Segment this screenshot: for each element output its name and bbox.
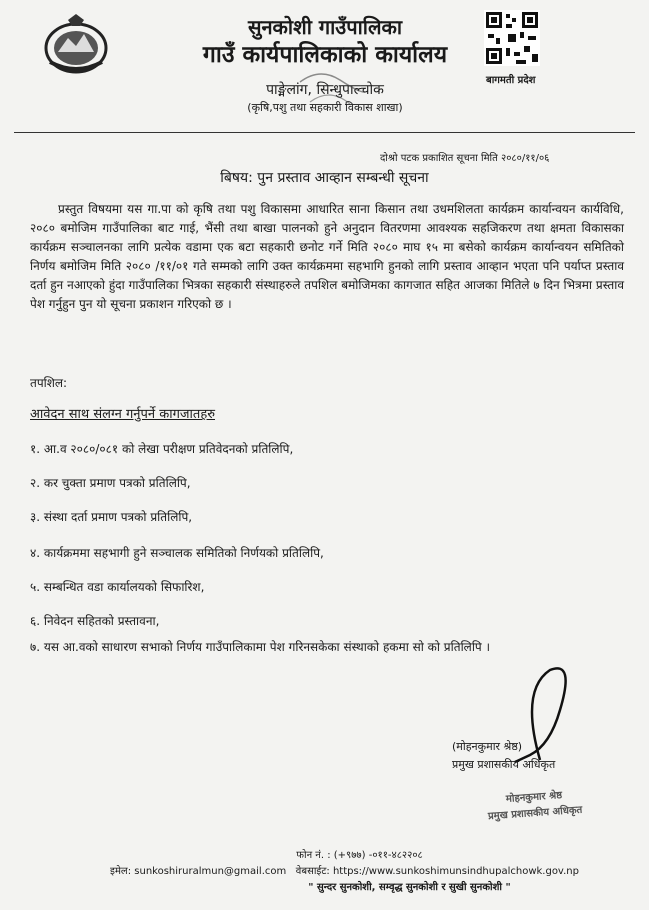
qr-code-icon[interactable] [484,10,540,66]
province-label: बागमती प्रदेश [486,75,536,86]
list-item: ३. संस्था दर्ता प्रमाण पत्रको प्रतिलिपि, [30,510,193,524]
details-label: तपशिल: [30,376,68,390]
stamp-title: प्रमुख प्रशासकीय अधिकृत [487,804,583,823]
motto: " सुन्दर सुनकोशी, सम्वृद्ध सुनकोशी र सुखी सुनकोशी " [308,882,511,893]
nepal-emblem-icon [38,12,114,74]
list-item: ६. निवेदन सहितको प्रस्तावना, [30,614,160,628]
notice-body: प्रस्तुत विषयमा यस गा.पा को कृषि तथा पशु विकासमा आधारित साना किसान तथा उधमशिलता कार्यक्रम कार्यान्वयन कार्यविधि, २०८० बमोजिम गाउँपालिका बाट गाई, भैंसी तथा बाखा पालनको हुने अनुदान वितरणमा आवश्यक सहजिकरण तथा क्षमता विकासका कार्यक्रम सञ्चालनका लागि प्रत्येक वडामा एक बटा सहकारी छनोट गर्ने मिति २०८० माघ १५ मा बसेको कार्यक्रम कार्यान्वयन समितिको निर्णय बमोजिम मिति २०८० /११/०१ गते सम्मको लागि उक्त कार्यक्रममा सहभागि हुनको लागि प्रस्ताव आव्हान भएता पनि पर्याप्त प्रस्ताव दर्ता हुन नआएको हुंदा गाउँपालिका भित्रका सहकारी संस्थाहरुले तपशिल बमोजिमका कागजात सहित आजका मितिले ७ दिन भित्रमा प्रस्ताव पेश गर्नुहुन पुन यो सूचना प्रकाशन गरिएको छ । [30,202,624,311]
signatory-title: प्रमुख प्रशासकीय अधिकृत [452,758,556,771]
list-item: ५. सम्बन्धित वडा कार्यालयको सिफारिश, [30,580,205,594]
email-label: इमेल: [110,866,132,877]
org-name: सुनकोशी गाउँपालिका [247,15,403,39]
list-item: २. कर चुक्ता प्रमाण पत्रको प्रतिलिपि, [30,476,191,490]
header-divider [14,132,635,133]
office-address: पाङ्मेलांग, सिन्धुपाल्चोक [266,82,384,98]
website-link[interactable]: https://www.sunkoshimunsindhupalchowk.gov.np [332,866,579,877]
signature-block [452,738,622,774]
ink-stamp-mark [290,62,370,112]
stamp-name: मोहनकुमार श्रेष्ठ [505,790,563,805]
office-name: गाउँ कार्यपालिकाको कार्यालय [202,42,448,68]
branch-name: (कृषि,पशु तथा सहकारी विकास शाखा) [247,101,403,114]
list-item: १. आ.व २०८०/०८१ को लेखा परीक्षण प्रतिवेदनको प्रतिलिपि, [30,442,294,456]
list-item: ७. यस आ.वको साधारण सभाको निर्णय गाउँपालिकामा पेश गरिनसकेका संस्थाको हकमा सो को प्रतिलिपि । [30,640,491,654]
attachments-heading: आवेदन साथ संलग्न गर्नुपर्ने कागजातहरु [30,407,215,422]
official-stamp [469,786,602,837]
phone-number: फोन नं. : (+९७७) -०११-४८२२०८ [296,850,423,861]
list-item: ४. कार्यक्रममा सहभागी हुने सञ्चालक समितिको निर्णयको प्रतिलिपि, [30,546,324,560]
publication-date: दोश्रो पटक प्रकाशित सूचना मिति २०८०/११/०६ [380,153,550,164]
email-link[interactable]: sunkoshiruralmun@gmail.com [134,866,287,877]
page-footer [0,848,649,896]
website-label: वेबसाईट: [295,866,330,877]
notice-subject: बिषय: पुन प्रस्ताव आव्हान सम्बन्धी सूचना [220,170,429,186]
signatory-name: (मोहनकुमार श्रेष्ठ) [452,740,523,753]
contact-line [0,864,649,880]
